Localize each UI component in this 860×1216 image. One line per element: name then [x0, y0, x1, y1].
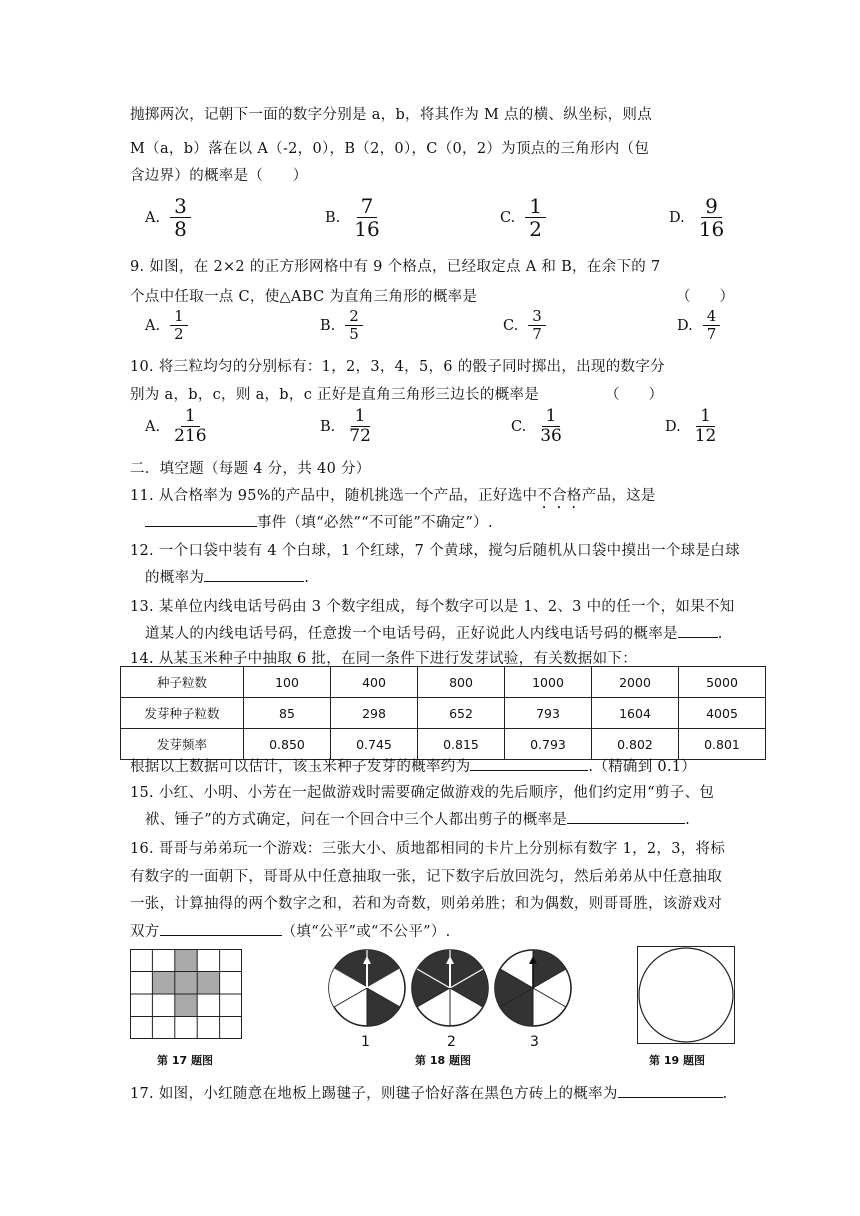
circle-in-square-figure: [637, 946, 735, 1044]
table-cell: 800: [418, 667, 505, 698]
answer-blank[interactable]: [145, 512, 257, 527]
table-cell: 0.793: [505, 729, 592, 760]
spinner-1: [329, 950, 405, 1026]
q10-line1: 10. 将三粒均匀的分别标有：1，2，3，4，5，6 的骰子同时掷出，出现的数字分: [130, 359, 665, 375]
q10-line2: 别为 a，b，c，则 a，b，c 正好是直角三角形三边长的概率是: [130, 387, 540, 403]
figure-19-caption: 第 19 题图: [649, 1054, 705, 1067]
germination-table: [120, 666, 766, 760]
answer-blank[interactable]: [567, 809, 685, 824]
table-cell: 793: [505, 698, 592, 729]
spinner-label-1: 1: [361, 1034, 370, 1050]
table-cell: 0.802: [592, 729, 679, 760]
q16-line2: 有数字的一面朝下，哥哥从中任意抽取一张，记下数字后放回洗匀，然后弟弟从中任意抽取: [130, 869, 722, 885]
table-cell: 100: [244, 667, 331, 698]
fraction: $\frac{1}{216}$: [174, 406, 207, 446]
q10-option-a[interactable]: A. $\frac{1}{216}$: [145, 408, 211, 446]
q13-line1: 13. 某单位内线电话号码由 3 个数字组成，每个数字可以是 1、2、3 中的任一个，如果不知: [130, 599, 735, 615]
fraction: $\frac{1}{72}$: [349, 406, 371, 446]
q8-option-d[interactable]: D. $\frac{9}{16}$: [669, 196, 728, 240]
answer-blank[interactable]: [204, 567, 304, 582]
q11-line1: 11. 从合格率为 95%的产品中，随机挑选一个产品，正好选中不合格产品，这是: [130, 488, 656, 504]
figure-18-caption: 第 18 题图: [415, 1054, 471, 1067]
q17-line1: 17. 如图，小红随意在地板上踢毽子，则毽子恰好落在黑色方砖上的概率为 .: [130, 1082, 728, 1103]
q12-line2: 的概率为 .: [145, 566, 309, 587]
table-cell: 5000: [679, 667, 766, 698]
table-cell: 0.745: [331, 729, 418, 760]
q8-option-b[interactable]: B. $\frac{7}{16}$: [325, 196, 384, 240]
q15-line2: 袱、锤子”的方式确定，问在一个回合中三个人都出剪子的概率是 .: [145, 808, 690, 829]
spinner-3: [495, 950, 571, 1026]
spinner-label-3: 3: [530, 1034, 539, 1050]
table-cell: 298: [331, 698, 418, 729]
q14-line1: 14. 从某玉米种子中抽取 6 批，在同一条件下进行发芽试验，有关数据如下：: [130, 651, 638, 667]
spinner-label-2: 2: [447, 1034, 456, 1050]
tile-grid-figure: [130, 949, 242, 1039]
q9-answer-paren: （ ）: [676, 289, 734, 305]
fraction: $\frac{1}{2}$: [525, 196, 546, 240]
q16-line4: 双方 （填“公平”或“不公平”）.: [130, 920, 451, 941]
table-cell: 2000: [592, 667, 679, 698]
q10-option-d[interactable]: D. $\frac{1}{12}$: [665, 408, 720, 446]
q8-line1: 抛掷两次，记朝下一面的数字分别是 a，b，将其作为 M 点的横、纵坐标，则点: [130, 107, 652, 123]
spinners-figure: [322, 944, 577, 1034]
row-header: 发芽种子粒数: [121, 698, 244, 729]
table-row: [121, 698, 766, 729]
fraction: $\frac{3}{7}$: [528, 309, 546, 342]
fraction: $\frac{9}{16}$: [698, 194, 725, 241]
table-cell: 4005: [679, 698, 766, 729]
q8-option-a[interactable]: A. $\frac{3}{8}$: [145, 196, 191, 240]
q13-line2: 道某人的内线电话号码，任意拨一个电话号码，正好说此人内线电话号码的概率是 .: [145, 622, 723, 643]
q16-line3: 一张，计算抽得的两个数字之和，若和为奇数，则弟弟胜；和为偶数，则哥哥胜，该游戏对: [130, 896, 722, 912]
q9-option-d[interactable]: D. $\frac{4}{7}$: [677, 309, 720, 342]
fraction: $\frac{3}{8}$: [170, 196, 191, 240]
q10-option-c[interactable]: C. $\frac{1}{36}$: [511, 408, 566, 446]
q14-after: 根据以上数据可以估计，该玉米种子发芽的概率约为 .（精确到 0.1）: [130, 755, 696, 776]
table-cell: 0.850: [244, 729, 331, 760]
section-heading: 二．填空题（每题 4 分，共 40 分）: [130, 461, 371, 477]
fraction: $\frac{7}{16}$: [354, 194, 380, 241]
q15-line1: 15. 小红、小明、小芳在一起做游戏时需要确定做游戏的先后顺序，他们约定用“剪子、包: [130, 785, 715, 801]
emphasis-text: 不合格: [537, 488, 582, 504]
q9-line1: 9. 如图，在 2×2 的正方形网格中有 9 个格点，已经取定点 A 和 B，在余下的 7: [130, 259, 661, 275]
q8-line2: M（a，b）落在以 A（-2，0），B（2，0），C（0，2）为顶点的三角形内（包: [130, 141, 650, 157]
table-cell: 400: [331, 667, 418, 698]
q11-line2: 事件（填“必然”“不可能”不确定”）.: [145, 511, 493, 532]
table-row: [121, 667, 766, 698]
answer-blank[interactable]: [160, 921, 282, 936]
table-cell: 1000: [505, 667, 592, 698]
table-cell: 0.815: [418, 729, 505, 760]
q8-line3: 含边界）的概率是（ ）: [130, 168, 308, 184]
q9-option-c[interactable]: C. $\frac{3}{7}$: [503, 309, 546, 342]
fraction: $\frac{1}{2}$: [170, 309, 188, 342]
q16-line1: 16. 哥哥与弟弟玩一个游戏：三张大小、质地都相同的卡片上分别标有数字 1，2，3，将标: [130, 841, 726, 857]
fraction: $\frac{2}{5}$: [345, 309, 363, 342]
table-cell: 85: [244, 698, 331, 729]
figure-17-caption: 第 17 题图: [157, 1054, 213, 1067]
q10-answer-paren: （ ）: [605, 387, 663, 403]
q10-option-b[interactable]: B. $\frac{1}{72}$: [320, 408, 375, 446]
q8-option-c[interactable]: C. $\frac{1}{2}$: [500, 196, 546, 240]
table-cell: 0.801: [679, 729, 766, 760]
q9-option-a[interactable]: A. $\frac{1}{2}$: [145, 309, 188, 342]
fraction: $\frac{1}{36}$: [540, 406, 562, 446]
spinner-2: [412, 950, 488, 1026]
table-cell: 1604: [592, 698, 679, 729]
answer-blank[interactable]: [678, 623, 718, 638]
q12-line1: 12. 一个口袋中装有 4 个白球，1 个红球，7 个黄球，搅匀后随机从口袋中摸出一个球是白球: [130, 543, 740, 559]
q9-line2: 个点中任取一点 C，使△ABC 为直角三角形的概率是: [130, 289, 478, 305]
fraction: $\frac{1}{12}$: [694, 406, 717, 446]
answer-blank[interactable]: [470, 756, 588, 771]
row-header: 种子粒数: [121, 667, 244, 698]
answer-blank[interactable]: [618, 1083, 723, 1098]
row-header: 发芽频率: [121, 729, 244, 760]
q9-option-b[interactable]: B. $\frac{2}{5}$: [320, 309, 363, 342]
fraction: $\frac{4}{7}$: [703, 309, 721, 342]
table-cell: 652: [418, 698, 505, 729]
